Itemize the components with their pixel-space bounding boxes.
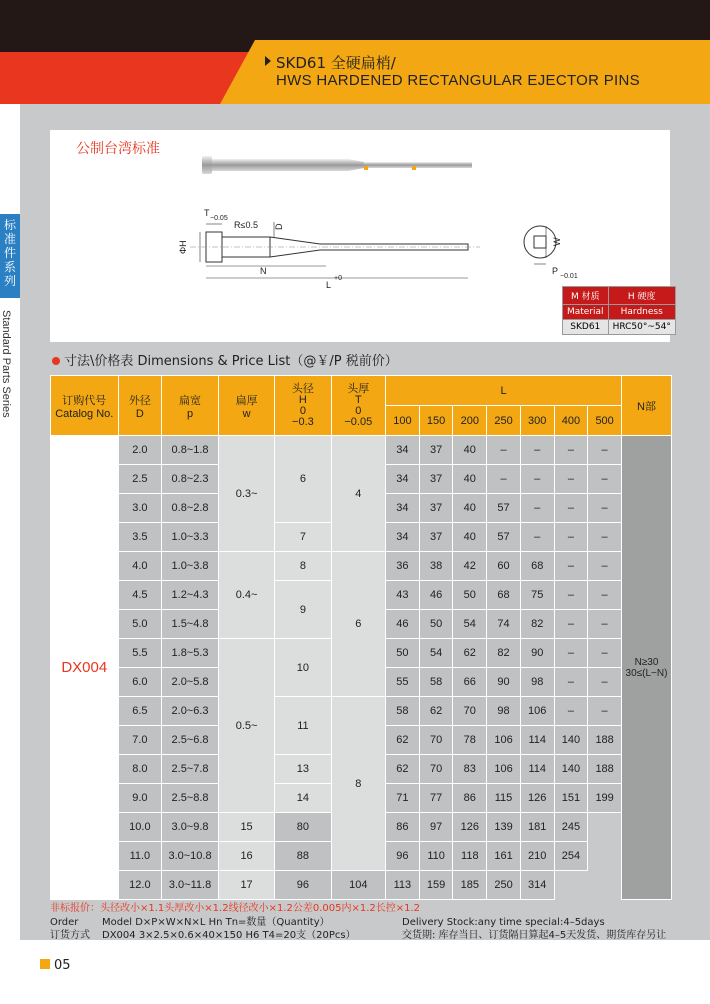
delivery-en: Delivery Stock:any time special:4–5days <box>402 916 605 928</box>
price-cell: 126 <box>520 784 554 813</box>
l-length-header: 250 <box>487 406 521 436</box>
od-cell: 4.0 <box>118 552 162 581</box>
hardness-label-cn: H 硬度 <box>608 287 675 305</box>
price-cell: 159 <box>419 871 453 900</box>
l-length-header: 500 <box>588 406 622 436</box>
price-cell: 58 <box>386 697 420 726</box>
od-cell: 10.0 <box>118 813 162 842</box>
price-cell: 46 <box>386 610 420 639</box>
h-cell: 14 <box>275 784 331 813</box>
price-cell: – <box>554 610 588 639</box>
price-cell: 96 <box>386 842 420 871</box>
price-cell: – <box>554 465 588 494</box>
price-cell: – <box>520 494 554 523</box>
p-cell: 3.0~9.8 <box>162 813 219 842</box>
hardness-label-en: Hardness <box>608 305 675 320</box>
p-cell: 2.0~5.8 <box>162 668 219 697</box>
price-cell: 46 <box>419 581 453 610</box>
price-cell: – <box>554 581 588 610</box>
dim-l: L <box>326 280 332 290</box>
price-cell: 68 <box>487 581 521 610</box>
dim-p-tol: −0.01 <box>560 273 578 280</box>
n-section-cell <box>621 436 671 900</box>
price-cell: 199 <box>588 784 622 813</box>
price-cell: 98 <box>520 668 554 697</box>
title-arrow-icon <box>265 56 271 66</box>
price-cell: – <box>520 436 554 465</box>
hardness-value: HRC50°~54° <box>608 320 675 335</box>
l-length-header: 300 <box>520 406 554 436</box>
price-cell: 110 <box>419 842 453 871</box>
h-cell: 16 <box>218 842 274 871</box>
od-cell: 3.5 <box>118 523 162 552</box>
price-cell: 70 <box>453 697 487 726</box>
order-label: Order <box>50 916 79 928</box>
page-number: 05 <box>40 958 71 973</box>
od-cell: 3.0 <box>118 494 162 523</box>
h-cell: 11 <box>275 697 331 755</box>
price-cell: 245 <box>554 813 588 842</box>
price-cell: 210 <box>520 842 554 871</box>
price-cell: 106 <box>487 726 521 755</box>
price-cell: 254 <box>554 842 588 871</box>
l-length-header: 100 <box>386 406 420 436</box>
price-cell: 106 <box>487 755 521 784</box>
side-tab-cn: 标准件系列 <box>3 218 16 288</box>
price-cell: 70 <box>419 726 453 755</box>
p-cell: 2.5~8.8 <box>162 784 219 813</box>
price-cell: 82 <box>487 639 521 668</box>
price-cell: 60 <box>487 552 521 581</box>
material-value: SKD61 <box>563 320 609 335</box>
price-cell: 37 <box>419 494 453 523</box>
od-cell: 4.5 <box>118 581 162 610</box>
price-cell: 140 <box>554 755 588 784</box>
price-cell: 106 <box>520 697 554 726</box>
w-cell: 0.3~ <box>218 436 274 552</box>
price-cell: 114 <box>520 755 554 784</box>
price-cell: 58 <box>419 668 453 697</box>
price-cell: 188 <box>588 726 622 755</box>
page-header <box>0 0 710 104</box>
price-cell: 151 <box>554 784 588 813</box>
price-cell: 74 <box>487 610 521 639</box>
price-cell: 55 <box>386 668 420 697</box>
price-cell: 250 <box>487 871 521 900</box>
price-cell: 70 <box>419 755 453 784</box>
col-catalog-header: 订购代号 Catalog No. <box>51 376 119 436</box>
p-cell: 1.0~3.3 <box>162 523 219 552</box>
dim-t: T <box>204 208 210 218</box>
price-cell: 66 <box>453 668 487 697</box>
material-table <box>562 286 676 335</box>
price-cell: 40 <box>453 436 487 465</box>
price-cell: 88 <box>275 842 331 871</box>
price-cell: 50 <box>453 581 487 610</box>
price-cell: 50 <box>386 639 420 668</box>
p-cell: 0.8~1.8 <box>162 436 219 465</box>
price-cell: – <box>588 523 622 552</box>
od-cell: 2.5 <box>118 465 162 494</box>
price-cell: 34 <box>386 494 420 523</box>
order-text: Model D×P×W×N×L Hn Tn=数量（Quantity） <box>102 916 330 928</box>
price-cell: – <box>554 639 588 668</box>
price-cell: 104 <box>331 871 385 900</box>
price-cell: 77 <box>419 784 453 813</box>
col-h-header: 头径 H 0 −0.3 <box>275 376 331 436</box>
price-cell: 140 <box>554 726 588 755</box>
h-cell: 17 <box>218 871 274 900</box>
price-cell: 86 <box>453 784 487 813</box>
price-cell: 34 <box>386 436 420 465</box>
price-cell: 40 <box>453 494 487 523</box>
price-cell: 98 <box>487 697 521 726</box>
p-cell: 2.5~7.8 <box>162 755 219 784</box>
p-cell: 1.0~3.8 <box>162 552 219 581</box>
price-cell: 185 <box>453 871 487 900</box>
price-cell: 62 <box>386 726 420 755</box>
price-cell: 62 <box>453 639 487 668</box>
h-cell: 8 <box>275 552 331 581</box>
price-cell: – <box>588 436 622 465</box>
price-cell: 161 <box>487 842 521 871</box>
price-cell: 83 <box>453 755 487 784</box>
dim-n: N <box>260 266 267 276</box>
price-cell: – <box>554 523 588 552</box>
p-cell: 1.5~4.8 <box>162 610 219 639</box>
price-cell: 62 <box>419 697 453 726</box>
technical-drawing-panel <box>50 130 670 342</box>
od-cell: 11.0 <box>118 842 162 871</box>
price-cell: 42 <box>453 552 487 581</box>
price-cell: 34 <box>386 523 420 552</box>
p-cell: 2.5~6.8 <box>162 726 219 755</box>
od-cell: 6.0 <box>118 668 162 697</box>
price-cell: – <box>588 494 622 523</box>
pin-photo <box>198 152 478 180</box>
dim-r: R≤0.5 <box>234 220 258 230</box>
price-cell: – <box>588 610 622 639</box>
w-cell: 0.4~ <box>218 552 274 639</box>
od-cell: 9.0 <box>118 784 162 813</box>
p-cell: 1.2~4.3 <box>162 581 219 610</box>
od-cell: 5.5 <box>118 639 162 668</box>
n-text-1: N≥30 <box>634 656 659 668</box>
od-cell: 6.5 <box>118 697 162 726</box>
table-row <box>51 436 672 465</box>
price-cell: 90 <box>520 639 554 668</box>
od-cell: 2.0 <box>118 436 162 465</box>
col-p-header: 扁宽 p <box>162 376 219 436</box>
title-en: HWS HARDENED RECTANGULAR EJECTOR PINS <box>276 72 640 89</box>
h-cell: 15 <box>218 813 274 842</box>
w-cell: 0.5~ <box>218 639 274 813</box>
price-cell: 90 <box>487 668 521 697</box>
dim-t-tol: −0.05 <box>210 215 228 222</box>
price-cell: – <box>554 697 588 726</box>
order-cn-label: 订货方式 <box>50 930 90 941</box>
price-cell: 71 <box>386 784 420 813</box>
price-cell: 314 <box>520 871 554 900</box>
price-cell: – <box>588 581 622 610</box>
l-length-header: 200 <box>453 406 487 436</box>
delivery-cn: 交货期: 库存当日、订货隔日算起4–5天发货、期货库存另让 <box>402 930 667 941</box>
dim-l-tol: +0 <box>334 275 342 282</box>
od-cell: 12.0 <box>118 871 162 900</box>
p-cell: 1.8~5.3 <box>162 639 219 668</box>
od-cell: 7.0 <box>118 726 162 755</box>
price-cell: 97 <box>419 813 453 842</box>
price-cell: – <box>554 436 588 465</box>
price-cell: 82 <box>520 610 554 639</box>
table-row <box>51 697 672 726</box>
dimension-drawing <box>170 200 640 290</box>
od-cell: 8.0 <box>118 755 162 784</box>
drawing-title: 公制台湾标准 <box>76 141 160 157</box>
p-cell: 3.0~10.8 <box>162 842 219 871</box>
price-cell: 96 <box>275 871 331 900</box>
price-cell: 37 <box>419 523 453 552</box>
price-cell: 78 <box>453 726 487 755</box>
price-cell: 37 <box>419 465 453 494</box>
price-cell: 75 <box>520 581 554 610</box>
n-text-2: 30≤(L−N) <box>625 667 668 679</box>
page-marker-icon <box>40 959 50 969</box>
price-cell: – <box>520 465 554 494</box>
price-cell: 38 <box>419 552 453 581</box>
col-n-header: N部 <box>621 376 671 436</box>
h-cell: 9 <box>275 581 331 639</box>
bullet-dot-icon <box>52 357 60 365</box>
p-cell: 0.8~2.3 <box>162 465 219 494</box>
h-cell: 7 <box>275 523 331 552</box>
price-cell: 86 <box>386 813 420 842</box>
price-cell: 37 <box>419 436 453 465</box>
h-cell: 10 <box>275 639 331 697</box>
col-od-header: 外径 D <box>118 376 162 436</box>
table-row <box>51 552 672 581</box>
p-cell: 3.0~11.8 <box>162 871 219 900</box>
price-cell: – <box>520 523 554 552</box>
price-cell: 188 <box>588 755 622 784</box>
price-cell: – <box>487 465 521 494</box>
price-cell: 62 <box>386 755 420 784</box>
price-cell: 181 <box>520 813 554 842</box>
price-cell: 54 <box>419 639 453 668</box>
h-cell: 6 <box>275 436 331 523</box>
t-cell: 8 <box>331 697 385 871</box>
side-tab-en: Standard Parts Series <box>0 310 12 418</box>
order-cn-text: DX004 3×2.5×0.6×40×150 H6 T4=20支（20Pcs） <box>102 930 356 941</box>
h-cell: 13 <box>275 755 331 784</box>
p-cell: 0.8~2.8 <box>162 494 219 523</box>
od-cell: 5.0 <box>118 610 162 639</box>
price-cell: – <box>588 639 622 668</box>
col-t-header: 头厚 T 0 −0.05 <box>331 376 385 436</box>
price-cell: – <box>554 552 588 581</box>
price-table <box>50 375 672 900</box>
price-cell: 40 <box>453 523 487 552</box>
price-cell: – <box>588 668 622 697</box>
price-cell: 113 <box>386 871 420 900</box>
price-cell: – <box>588 697 622 726</box>
price-cell: – <box>487 436 521 465</box>
price-cell: – <box>554 494 588 523</box>
dim-h: ΦH <box>178 240 188 254</box>
dim-d: D <box>274 223 284 230</box>
l-length-header: 150 <box>419 406 453 436</box>
col-l-header: L <box>386 376 622 406</box>
catalog-number: DX004 <box>51 436 119 900</box>
price-cell: 50 <box>419 610 453 639</box>
price-cell: 43 <box>386 581 420 610</box>
price-cell: 80 <box>275 813 331 842</box>
price-cell: 36 <box>386 552 420 581</box>
price-cell: 115 <box>487 784 521 813</box>
nonstandard-note: 非标报价：头径改小×1.1头厚改小×1.2线径改小×1.2公差0.005内×1.2长控×1.2 <box>50 903 421 914</box>
price-cell: 114 <box>520 726 554 755</box>
material-label-cn: M 材质 <box>563 287 609 305</box>
material-label-en: Material <box>563 305 609 320</box>
price-cell: 126 <box>453 813 487 842</box>
dim-p: P <box>552 266 559 276</box>
notes-block <box>50 902 690 943</box>
section-title: 寸法\价格表 Dimensions & Price List（@￥/P 税前价） <box>52 350 398 369</box>
l-length-header: 400 <box>554 406 588 436</box>
price-cell: 139 <box>487 813 521 842</box>
title-cn: SKD61 全硬扁梢/ <box>276 54 396 72</box>
price-cell: – <box>588 465 622 494</box>
p-cell: 2.0~6.3 <box>162 697 219 726</box>
price-cell: 57 <box>487 494 521 523</box>
dim-w: W <box>552 237 562 246</box>
t-cell: 6 <box>331 552 385 697</box>
price-cell: 40 <box>453 465 487 494</box>
price-cell: 118 <box>453 842 487 871</box>
price-cell: 54 <box>453 610 487 639</box>
t-cell: 4 <box>331 436 385 552</box>
col-w-header: 扁厚 w <box>218 376 274 436</box>
price-cell: – <box>554 668 588 697</box>
price-cell: – <box>588 552 622 581</box>
price-cell: 34 <box>386 465 420 494</box>
table-row <box>51 871 672 900</box>
price-cell: 68 <box>520 552 554 581</box>
price-cell: 57 <box>487 523 521 552</box>
